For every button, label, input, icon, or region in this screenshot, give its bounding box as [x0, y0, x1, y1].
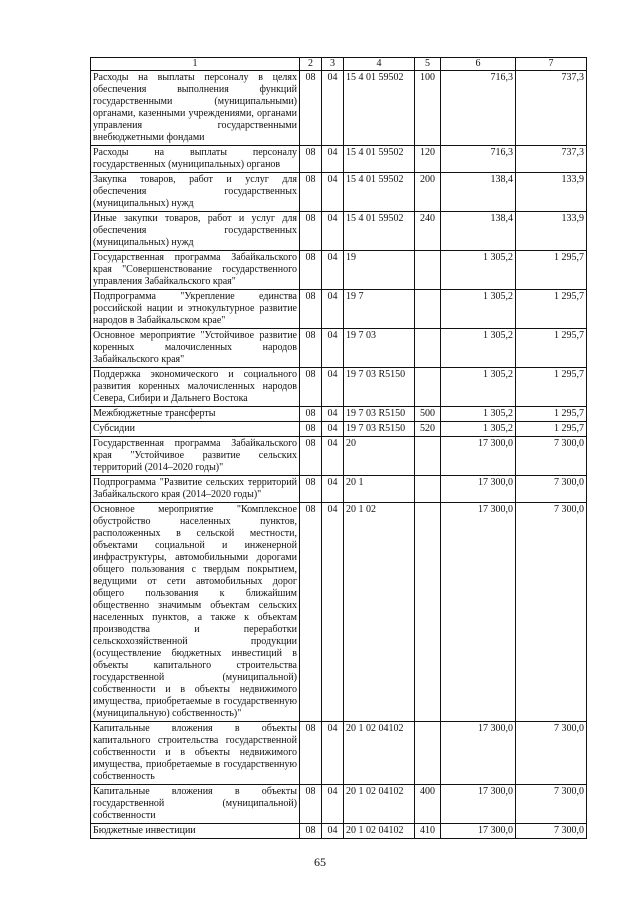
target-article-code: 15 4 01 59502	[344, 71, 415, 146]
row-description: Подпрограмма "Развитие сельских территорий Забайкальского края (2014–2020 годы)"	[91, 476, 300, 503]
amount-year-2: 7 300,0	[516, 785, 587, 824]
section-code: 08	[300, 437, 322, 476]
column-header: 6	[441, 58, 516, 71]
expense-type-code	[415, 251, 441, 290]
amount-year-2: 737,3	[516, 71, 587, 146]
subsection-code: 04	[322, 173, 344, 212]
amount-year-2: 1 295,7	[516, 251, 587, 290]
expense-type-code: 410	[415, 824, 441, 839]
target-article-code: 20 1 02	[344, 503, 415, 722]
subsection-code: 04	[322, 290, 344, 329]
expense-type-code: 500	[415, 407, 441, 422]
subsection-code: 04	[322, 824, 344, 839]
amount-year-1: 17 300,0	[441, 476, 516, 503]
table-row	[91, 290, 587, 329]
expense-type-code	[415, 329, 441, 368]
expense-type-code: 200	[415, 173, 441, 212]
target-article-code: 19 7 03 R5150	[344, 368, 415, 407]
budget-table	[90, 57, 587, 839]
target-article-code: 19 7 03 R5150	[344, 407, 415, 422]
section-code: 08	[300, 722, 322, 785]
section-code: 08	[300, 212, 322, 251]
expense-type-code	[415, 437, 441, 476]
amount-year-2: 133,9	[516, 173, 587, 212]
target-article-code: 19 7 03 R5150	[344, 422, 415, 437]
section-code: 08	[300, 173, 322, 212]
amount-year-1: 1 305,2	[441, 422, 516, 437]
subsection-code: 04	[322, 368, 344, 407]
expense-type-code: 400	[415, 785, 441, 824]
subsection-code: 04	[322, 407, 344, 422]
subsection-code: 04	[322, 437, 344, 476]
amount-year-1: 138,4	[441, 173, 516, 212]
amount-year-1: 1 305,2	[441, 329, 516, 368]
section-code: 08	[300, 290, 322, 329]
amount-year-2: 7 300,0	[516, 503, 587, 722]
amount-year-2: 1 295,7	[516, 329, 587, 368]
table-row	[91, 71, 587, 146]
section-code: 08	[300, 329, 322, 368]
row-description: Бюджетные инвестиции	[91, 824, 300, 839]
subsection-code: 04	[322, 722, 344, 785]
amount-year-2: 1 295,7	[516, 422, 587, 437]
table-row	[91, 785, 587, 824]
target-article-code: 15 4 01 59502	[344, 212, 415, 251]
subsection-code: 04	[322, 503, 344, 722]
table-body	[91, 71, 587, 839]
page-number: 65	[314, 855, 326, 869]
amount-year-2: 133,9	[516, 212, 587, 251]
section-code: 08	[300, 824, 322, 839]
subsection-code: 04	[322, 476, 344, 503]
row-description: Основное мероприятие "Устойчивое развитие коренных малочисленных народов Забайкальского края"	[91, 329, 300, 368]
column-header: 1	[91, 58, 300, 71]
expense-type-code: 520	[415, 422, 441, 437]
expense-type-code	[415, 722, 441, 785]
section-code: 08	[300, 251, 322, 290]
section-code: 08	[300, 368, 322, 407]
amount-year-2: 7 300,0	[516, 824, 587, 839]
row-description: Подпрограмма "Укрепление единства российской нации и этнокультурное развитие народов в Забайкальском крае"	[91, 290, 300, 329]
amount-year-1: 716,3	[441, 146, 516, 173]
subsection-code: 04	[322, 71, 344, 146]
target-article-code: 20 1 02 04102	[344, 785, 415, 824]
amount-year-1: 17 300,0	[441, 824, 516, 839]
section-code: 08	[300, 71, 322, 146]
row-description: Расходы на выплаты персоналу в целях обеспечения выполнения функций государственными (муниципальными) органами, казенными учреждениями, органами управления государственными внебюджетными фондами	[91, 71, 300, 146]
row-description: Капитальные вложения в объекты капитального строительства государственной собственности и в объекты недвижимого имущества, приобретаемые в государственную собственность	[91, 722, 300, 785]
table-row	[91, 722, 587, 785]
table-row	[91, 503, 587, 722]
expense-type-code	[415, 476, 441, 503]
target-article-code: 20 1 02 04102	[344, 722, 415, 785]
amount-year-1: 1 305,2	[441, 368, 516, 407]
section-code: 08	[300, 146, 322, 173]
amount-year-2: 1 295,7	[516, 368, 587, 407]
table-row	[91, 476, 587, 503]
section-code: 08	[300, 503, 322, 722]
row-description: Государственная программа Забайкальского края "Устойчивое развитие сельских территорий (2014–2020 годы)"	[91, 437, 300, 476]
subsection-code: 04	[322, 329, 344, 368]
row-description: Межбюджетные трансферты	[91, 407, 300, 422]
target-article-code: 19 7 03	[344, 329, 415, 368]
expense-type-code: 240	[415, 212, 441, 251]
row-description: Основное мероприятие "Комплексное обустройство населенных пунктов, расположенных в сельской местности, объектами социальной и инженерной инфраструктуры, автомобильными дорогами общего пользования с твердым покрытием, ведущими от сети автомобильных дорог общего пользования к ближайшим общественно значимым объектам сельских населенных пунктов, а также к объектам производства и переработки сельскохозяйственной продукции (осуществление бюджетных инвестиций в объекты капитального строительства государственной (муниципальной) собственности и в объекты недвижимого имущества, приобретаемые в государственную (муниципальную) собственность)"	[91, 503, 300, 722]
table-row	[91, 329, 587, 368]
column-header: 4	[344, 58, 415, 71]
table-row	[91, 824, 587, 839]
target-article-code: 20 1 02 04102	[344, 824, 415, 839]
expense-type-code: 100	[415, 71, 441, 146]
amount-year-1: 1 305,2	[441, 251, 516, 290]
amount-year-1: 716,3	[441, 71, 516, 146]
target-article-code: 19 7	[344, 290, 415, 329]
subsection-code: 04	[322, 422, 344, 437]
expense-type-code	[415, 290, 441, 329]
amount-year-2: 737,3	[516, 146, 587, 173]
section-code: 08	[300, 407, 322, 422]
row-description: Закупка товаров, работ и услуг для обеспечения государственных (муниципальных) нужд	[91, 173, 300, 212]
amount-year-1: 17 300,0	[441, 722, 516, 785]
table-row	[91, 146, 587, 173]
section-code: 08	[300, 785, 322, 824]
amount-year-1: 17 300,0	[441, 503, 516, 722]
row-description: Расходы на выплаты персоналу государственных (муниципальных) органов	[91, 146, 300, 173]
column-header: 7	[516, 58, 587, 71]
amount-year-2: 7 300,0	[516, 476, 587, 503]
column-header: 3	[322, 58, 344, 71]
table-header-row	[91, 58, 587, 71]
amount-year-1: 17 300,0	[441, 785, 516, 824]
amount-year-1: 17 300,0	[441, 437, 516, 476]
amount-year-1: 1 305,2	[441, 290, 516, 329]
subsection-code: 04	[322, 146, 344, 173]
target-article-code: 15 4 01 59502	[344, 146, 415, 173]
target-article-code: 20	[344, 437, 415, 476]
subsection-code: 04	[322, 251, 344, 290]
expense-type-code	[415, 503, 441, 722]
table-row	[91, 173, 587, 212]
expense-type-code	[415, 368, 441, 407]
table-row	[91, 212, 587, 251]
column-header: 5	[415, 58, 441, 71]
target-article-code: 20 1	[344, 476, 415, 503]
section-code: 08	[300, 422, 322, 437]
expense-type-code: 120	[415, 146, 441, 173]
amount-year-2: 1 295,7	[516, 407, 587, 422]
row-description: Государственная программа Забайкальского края "Совершенствование государственного управления Забайкальского края"	[91, 251, 300, 290]
amount-year-1: 1 305,2	[441, 407, 516, 422]
table-row	[91, 368, 587, 407]
row-description: Капитальные вложения в объекты государственной (муниципальной) собственности	[91, 785, 300, 824]
subsection-code: 04	[322, 212, 344, 251]
target-article-code: 15 4 01 59502	[344, 173, 415, 212]
row-description: Субсидии	[91, 422, 300, 437]
subsection-code: 04	[322, 785, 344, 824]
amount-year-2: 7 300,0	[516, 437, 587, 476]
table-row	[91, 251, 587, 290]
amount-year-2: 7 300,0	[516, 722, 587, 785]
target-article-code: 19	[344, 251, 415, 290]
table-row	[91, 422, 587, 437]
amount-year-2: 1 295,7	[516, 290, 587, 329]
amount-year-1: 138,4	[441, 212, 516, 251]
table-row	[91, 407, 587, 422]
row-description: Поддержка экономического и социального развития коренных малочисленных народов Севера, Сибири и Дальнего Востока	[91, 368, 300, 407]
table-row	[91, 437, 587, 476]
column-header: 2	[300, 58, 322, 71]
section-code: 08	[300, 476, 322, 503]
row-description: Иные закупки товаров, работ и услуг для обеспечения государственных (муниципальных) нужд	[91, 212, 300, 251]
